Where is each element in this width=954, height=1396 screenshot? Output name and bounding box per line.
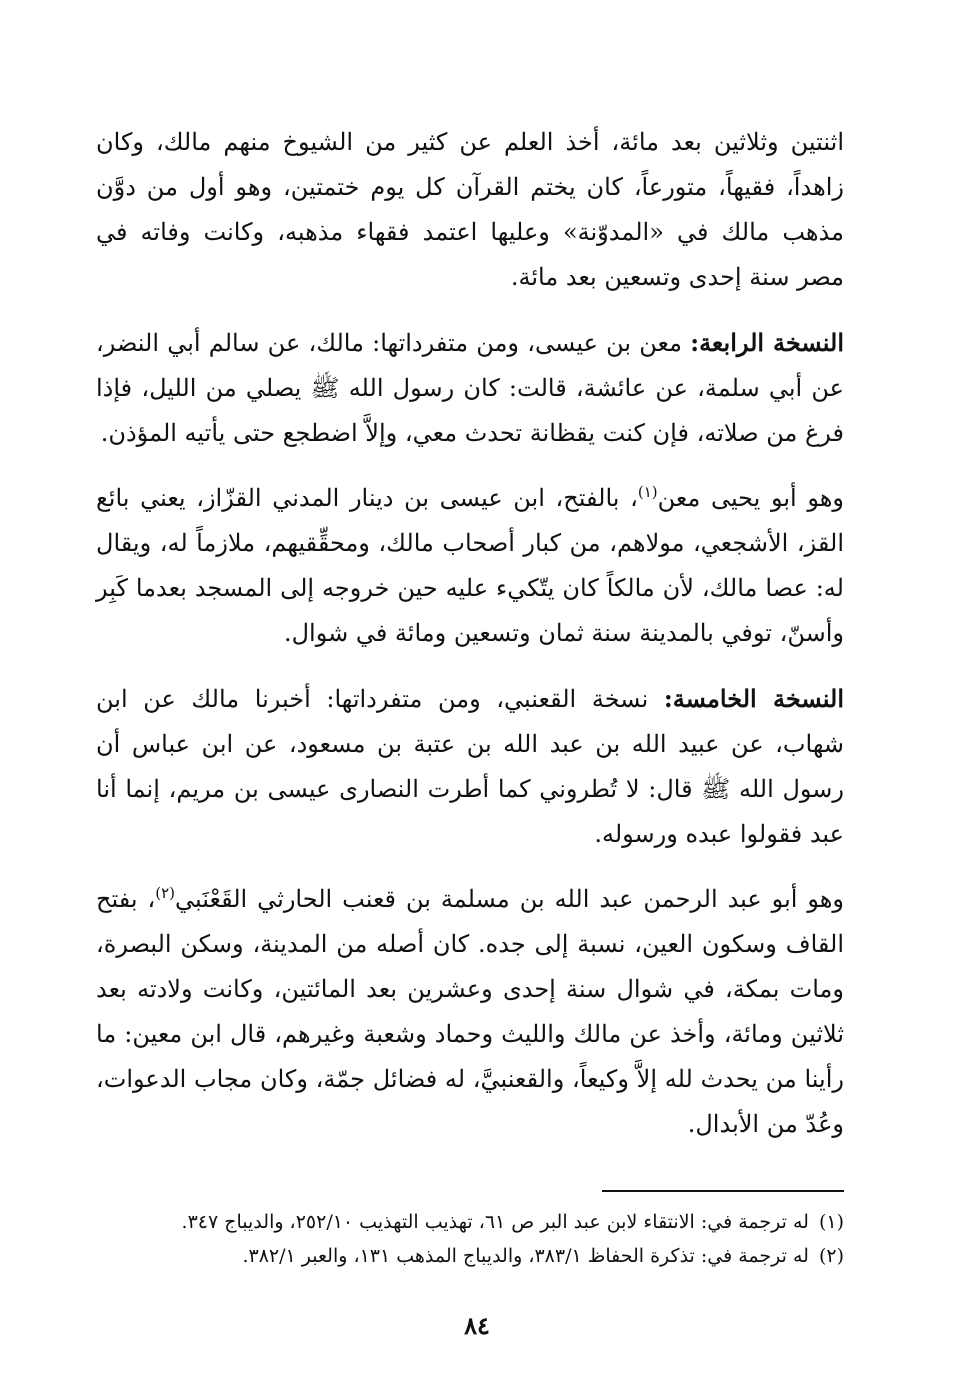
paragraph-1-text: اثنتين وثلاثين بعد مائة، أخذ العلم عن كثير من الشيوخ منهم مالك، وكان زاهداً، فقيهاً، متورعاً، كان يختم القرآن كل يوم ختمتين، وهو أول من دوَّن مذهب مالك في «المدوّنة» وعليها اعتمد فقهاء مذهبه، وكانت وفاته في مصر سنة إحدى وتسعين بعد مائة. xyxy=(96,128,844,291)
footnote-1-number: (١) xyxy=(818,1211,844,1233)
footnote-divider xyxy=(602,1190,844,1192)
footnote-2 xyxy=(96,1239,844,1273)
paragraph-5-text: ، بفتح القاف وسكون العين، نسبة إلى جده. كان أصله من المدينة، وسكن البصرة، ومات بمكة، في شوال سنة إحدى وعشرين بعد المائتين، وكانت ولادته بعد ثلاثين ومائة، وأخذ عن مالك والليث وحماد وشعبة وغيرهم، قال ابن معين: ما رأينا من يحدث لله إلاَّ وكيعاً، والقعنبيَّ، له فضائل جمّة، وكان مجاب الدعوات، وعُدّ من الأبدال. xyxy=(96,885,845,1138)
footnotes xyxy=(96,1205,844,1273)
paragraph-2 xyxy=(96,320,844,456)
section-heading-fourth-copy: النسخة الرابعة: xyxy=(690,328,844,357)
paragraph-5 xyxy=(96,877,844,1147)
footnote-2-text: له ترجمة في: تذكرة الحفاظ ٣٨٣/١، والديباج المذهب ١٣١، والعبر ٣٨٢/١. xyxy=(242,1245,809,1267)
paragraph-4 xyxy=(96,676,844,857)
footnote-1 xyxy=(96,1205,844,1239)
page-number: ٨٤ xyxy=(464,1311,490,1340)
paragraph-1 xyxy=(96,120,844,300)
section-heading-fifth-copy: النسخة الخامسة: xyxy=(663,684,845,713)
paragraph-3-text-before-note: وهو أبو يحيى معن xyxy=(657,484,844,512)
paragraph-3 xyxy=(96,476,844,656)
paragraph-2-text: معن بن عيسى، ومن متفرداتها: مالك، عن سالم أبي النضر، عن أبي سلمة، عن عائشة، قالت: كان رسول الله ﷺ يصلي من الليل، فإذا فرغ من صلاته، فإن كنت يقظانة تحدث معي، وإلاَّ اضطجع حتى يأتيه المؤذن. xyxy=(96,329,844,447)
footnote-ref-1[interactable]: (١) xyxy=(637,483,658,501)
page-body xyxy=(96,120,844,1167)
paragraph-5-text-before-note: وهو أبو عبد الرحمن عبد الله بن مسلمة بن قعنب الحارثي القَعْنَبي xyxy=(175,885,844,913)
footnote-2-number: (٢) xyxy=(818,1245,844,1267)
paragraph-4-text: نسخة القعنبي، ومن متفرداتها: أخبرنا مالك عن ابن شهاب، عن عبيد الله بن عبد الله بن عتبة بن مسعود، عن ابن عباس أن رسول الله ﷺ قال: لا تُطروني كما أطرت النصارى عيسى بن مريم، إنما أنا عبد فقولوا عبده ورسوله. xyxy=(96,685,844,848)
paragraph-3-text: ، بالفتح، ابن عيسى بن دينار المدني القزّاز، يعني بائع القز، الأشجعي، مولاهم، من كبار أصحاب مالك، ومحقِّقيهم، ملازماً له، ويقال له: عصا مالك، لأن مالكاً كان يتّكيء عليه حين خروجه إلى المسجد بعدما كَبِر وأسنّ، توفي بالمدينة سنة ثمان وتسعين ومائة في شوال. xyxy=(96,484,844,647)
footnote-1-text: له ترجمة في: الانتقاء لابن عبد البر ص ٦١، تهذيب التهذيب ٢٥٢/١٠، والديباج ٣٤٧. xyxy=(181,1211,809,1233)
footnote-ref-2[interactable]: (٢) xyxy=(155,884,176,902)
